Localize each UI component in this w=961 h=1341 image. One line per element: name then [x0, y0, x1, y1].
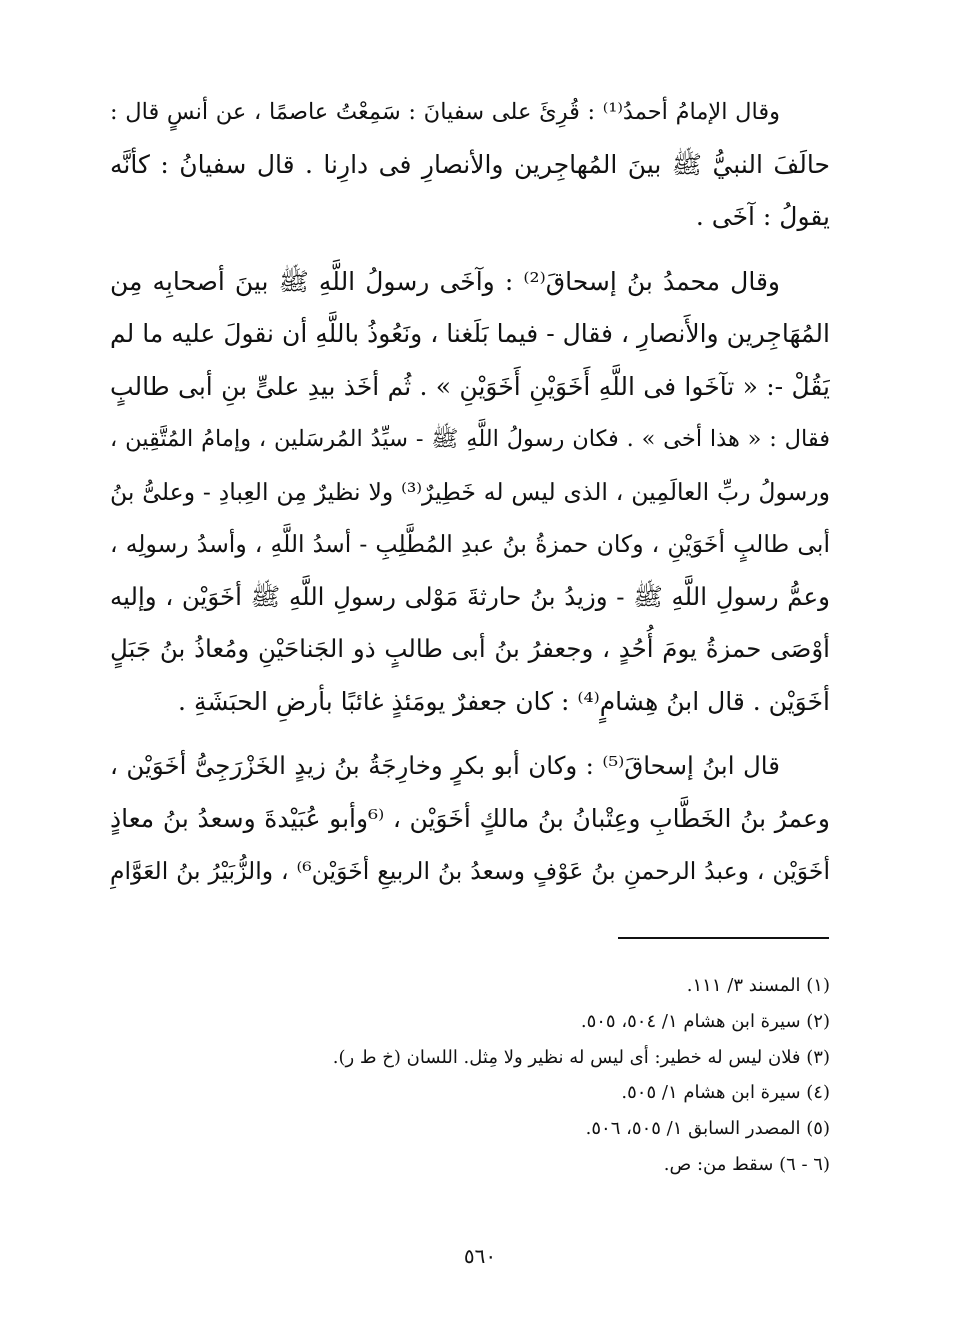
- text-line: أوْصَى حمزةُ يومَ أُحُدٍ ، وجعفرُ بنُ أبى طالبٍ ذو الجَناحَيْنِ ومُعاذُ بنُ جَبَلٍ: [110, 634, 830, 663]
- text-line: أبى طالبٍ أخَوَيْنِ ، وكان حمزةُ بنُ عبدِ المُطَّلِبِ - أسدُ اللَّهِ ، وأسدُ رسولِه ،: [110, 530, 830, 558]
- footnote: (٥) المصدر السابق ١/ ٥٠٥، ٥٠٦.: [585, 1118, 830, 1140]
- footnotes: [130, 968, 830, 1183]
- text-line: ورسولُ ربِّ العالَمِين ، الذى ليس له خَطِيرٌ⁽³⁾ ولا نظيرٌ مِن العِبادِ - وعلىُّ بنُ: [110, 477, 830, 506]
- text-line: يقولُ : آخَى .: [695, 202, 830, 231]
- text-line: وعمُّ رسولِ اللَّهِ ﷺ - وزيدُ بنُ حارثةَ مَوْلى رسولِ اللَّهِ ﷺ أخَوَيْن ، وإليه: [110, 581, 830, 611]
- text-line: وقال محمدُ بنُ إسحاقَ⁽²⁾ : وآخَى رسولُ اللَّهِ ﷺ بينَ أصحابِه مِن: [110, 266, 780, 296]
- text-line: أخَوَيْن . قال ابنُ هِشامٍ⁽⁴⁾ : كان جعفرٌ يومَئذٍ غائبًا بأرضِ الحبَشَةِ .: [178, 686, 830, 716]
- footnote: (١) المسند ٣/ ١١١.: [686, 975, 830, 996]
- paragraph-1: [110, 86, 830, 244]
- text-line: فقال : « هذا أخى » . فكان رسولُ اللَّهِ ﷺ - سيِّدُ المُرسَلين ، وإمامُ المُتَّقِين ،: [110, 426, 830, 452]
- text-line: وقال الإمامُ أحمدُ⁽¹⁾ : قُرِئَ على سفيانَ : سَمِعْتُ عاصمًا ، عن أنسٍ قال :: [110, 99, 780, 125]
- text-line: حالَفَ النبيُّ ﷺ بينَ المُهاجِرين والأنصارِ فى دارِنا . قال سفيانُ : كأنَّه: [110, 149, 830, 179]
- paragraph-2: [110, 256, 830, 729]
- text-line: وعمرُ بنُ الخَطَّابِ وعِتْبانُ بنُ مالكٍ أخَوَيْن ، ⁽⁶وأبو عُبَيْدةَ وسعدُ بنُ معاذٍ: [110, 803, 830, 833]
- text-line: يَقُلْ -: « تآخَوا فى اللَّهِ أَخَوَيْنِ أَخَوَيْنِ » . ثُم أخَذ بيدِ علىٍّ بنِ أبى طالبٍ: [110, 371, 830, 401]
- footnote: (٣) فلان ليس له خطير: أى ليس له نظير ولا مِثل. اللسان (خ ط ر).: [332, 1046, 830, 1068]
- paragraph-3: [110, 740, 830, 898]
- text-line: أخَوَيْن ، وعبدُ الرحمنِ بنُ عَوْفٍ وسعدُ بنُ الربيعِ أخَوَيْن⁶⁾ ، والزُّبَيْرُ بنُ العَوَّامِ: [110, 857, 830, 885]
- footnote: (٤) سيرة ابن هشام ١/ ٥٠٥.: [621, 1082, 830, 1104]
- text-line: قال ابنُ إسحاقَ⁽⁵⁾ : وكان أبو بكرٍ وخارِجَةُ بنُ زيدٍ الخَزْرَجِىُّ أخَوَيْن ،: [110, 751, 780, 780]
- page-number: ٥٦٠: [463, 1244, 497, 1268]
- footnote-separator: [618, 937, 829, 939]
- footnote: (٦ - ٦) سقط من: ص.: [663, 1153, 830, 1175]
- main-text: [110, 86, 830, 910]
- footnote: (٢) سيرة ابن هشام ١/ ٥٠٤، ٥٠٥.: [580, 1010, 830, 1032]
- text-line: المُهَاجِرين والأَنصارِ ، فقال - فيما بَلَغنا ، ونَعُوذُ باللَّهِ أن نقولَ عليه ما لم: [110, 319, 830, 348]
